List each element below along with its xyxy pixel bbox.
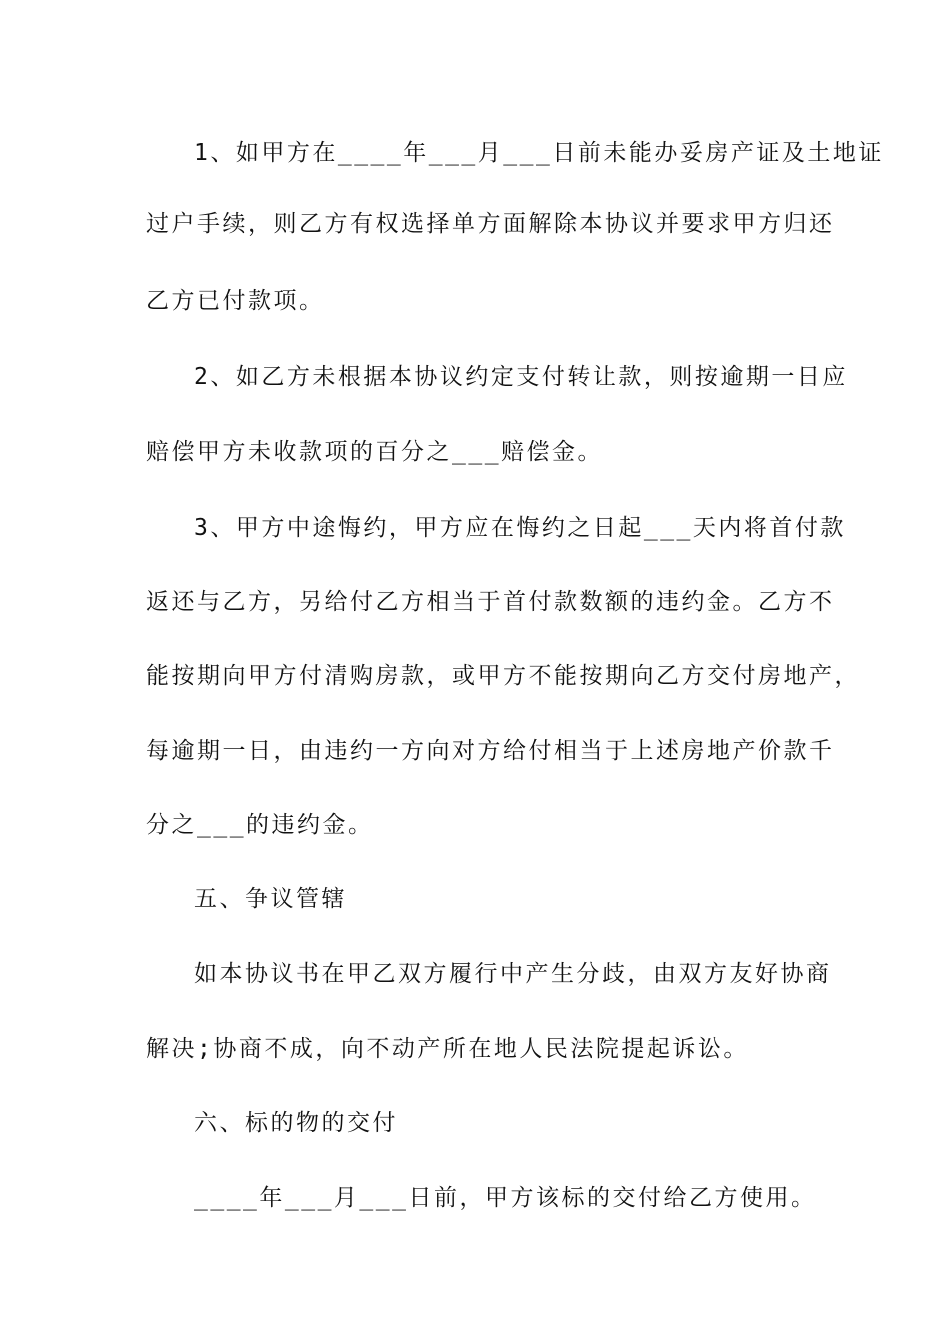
clause-2-line-2: 赔偿甲方未收款项的百分之___赔偿金。 [146, 439, 604, 465]
clause-3-line-3: 能按期向甲方付清购房款，或甲方不能按期向乙方交付房地产， [146, 663, 860, 689]
delivery-line-1: ____年___月___日前，甲方该标的交付给乙方使用。 [194, 1185, 817, 1211]
clause-3-line-2: 返还与乙方，另给付乙方相当于首付款数额的违约金。乙方不 [146, 589, 835, 615]
clause-1-line-1: 1、如甲方在____年___月___日前未能办妥房产证及土地证 [194, 140, 884, 166]
dispute-line-2: 解决;协商不成，向不动产所在地人民法院提起诉讼。 [146, 1036, 749, 1062]
clause-3-line-4: 每逾期一日，由违约一方向对方给付相当于上述房地产价款千 [146, 738, 835, 764]
section-heading-dispute: 五、争议管辖 [194, 886, 347, 912]
clause-3-line-5: 分之___的违约金。 [146, 812, 374, 838]
clause-1-line-2: 过户手续，则乙方有权选择单方面解除本协议并要求甲方归还 [146, 211, 835, 237]
clause-1-line-3: 乙方已付款项。 [146, 288, 325, 314]
clause-3-line-1: 3、甲方中途悔约，甲方应在悔约之日起___天内将首付款 [194, 515, 846, 541]
dispute-line-1: 如本协议书在甲乙双方履行中产生分歧，由双方友好协商 [194, 961, 832, 987]
section-heading-delivery: 六、标的物的交付 [194, 1110, 398, 1136]
clause-2-line-1: 2、如乙方未根据本协议约定支付转让款，则按逾期一日应 [194, 364, 848, 390]
